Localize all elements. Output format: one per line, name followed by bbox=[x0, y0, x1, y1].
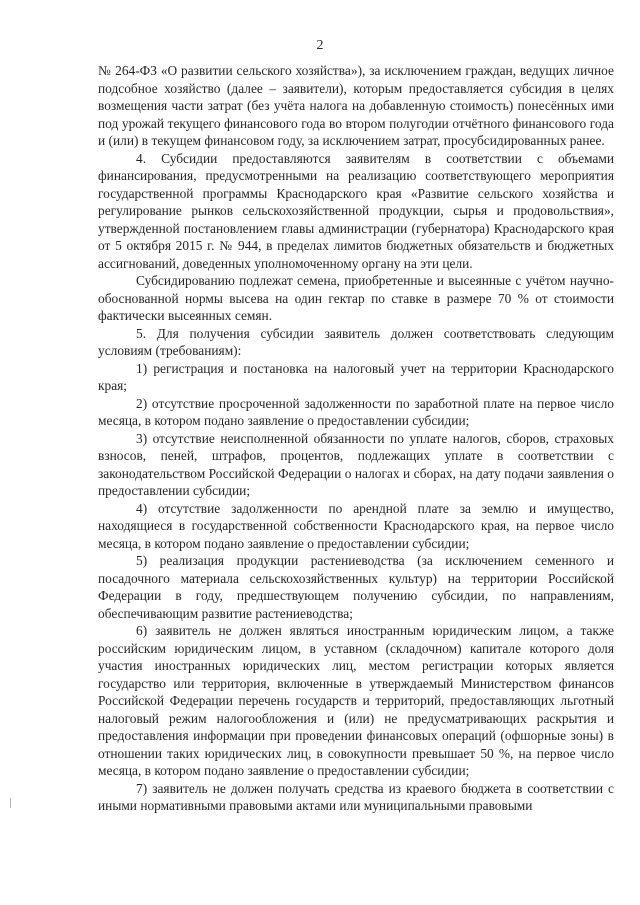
condition-4: 4) отсутствие задолженности по арендной плате за землю и имущество, находящиеся в государственной собственности Краснодарского края, на первое число месяца, в котором подано заявление о предоставлении субсидии; bbox=[98, 500, 614, 551]
condition-6: 6) заявитель не должен являться иностранным юридическим лицом, а также российским юридическим лицом, в уставном (складочном) капитале которого доля участия иностранных юридических лиц, местом регистрации которых является государство или территория, включенные в утверждаемый Министерством финансов Российской Федерации перечень государств и территорий, предоставляющих льготный налоговый режим налогообложения и (или) не предусматривающих раскрытия и предоставления информации при проведении финансовых операций (офшорные зоны) в отношении таких юридических лиц, в совокупности превышает 50 %, на первое число месяца, в котором подано заявление о предоставлении субсидии; bbox=[98, 623, 614, 778]
condition-1: 1) регистрация и постановка на налоговый учет на территории Краснодарского края; bbox=[98, 360, 614, 393]
paragraph-subsidy-rate: Субсидированию подлежат семена, приобретенные и высеянные с учётом научно-обоснованной нормы высева на один гектар по ставке в размере 70 % от стоимости фактически высеянных семян. bbox=[98, 273, 614, 323]
document-body bbox=[98, 62, 614, 815]
paragraph-item-4: 4. Субсидии предоставляются заявителям в соответствии с объемами финансирования, предусмотренными на реализацию соответствующего мероприятия государственной программы Краснодарского края «Развитие сельского хозяйства и регулирование рынков сельскохозяйственной продукции, сырья и продовольствия», утвержденной постановлением главы администрации (губернатора) Краснодарского края от 5 октября 2015 г. № 944, в пределах лимитов бюджетных обязательств и бюджетных ассигнований, доведенных уполномоченному органу на эти цели. bbox=[98, 150, 614, 271]
paragraph-item-5: 5. Для получения субсидии заявитель должен соответствовать следующим условиям (требованиям): bbox=[98, 325, 614, 358]
condition-3: 3) отсутствие неисполненной обязанности по уплате налогов, сборов, страховых взносов, пеней, штрафов, процентов, подлежащих уплате в соответствии с законодательством Российской Федерации о налогах и сборах, на дату подачи заявления о предоставлении субсидии; bbox=[98, 430, 614, 498]
paragraph-continuation: № 264-ФЗ «О развитии сельского хозяйства»), за исключением граждан, ведущих личное подсобное хозяйство (далее – заявители), которым предоставляется субсидия в целях возмещения части затрат (без учёта налога на добавленную стоимость) понесённых ими под урожай текущего финансового года во втором полугодии отчётного финансового года и (или) в текущем финансовом году, за исключением затрат, просубсидированных ранее. bbox=[98, 63, 614, 148]
page-number: 2 bbox=[316, 38, 324, 53]
condition-5: 5) реализация продукции растениеводства (за исключением семенного и посадочного материала сельскохозяйственных культур) на территории Российской Федерации в году, предшествующем получению субсидии, по направлениям, обеспечивающим развитие растениеводства; bbox=[98, 553, 614, 621]
condition-2: 2) отсутствие просроченной задолженности по заработной плате на первое число месяца, в котором подано заявление о предоставлении субсидии; bbox=[98, 395, 614, 428]
scan-margin-mark bbox=[10, 798, 11, 808]
condition-7: 7) заявитель не должен получать средства из краевого бюджета в соответствии с иными нормативными правовыми актами или муниципальными правовыми bbox=[98, 780, 614, 813]
